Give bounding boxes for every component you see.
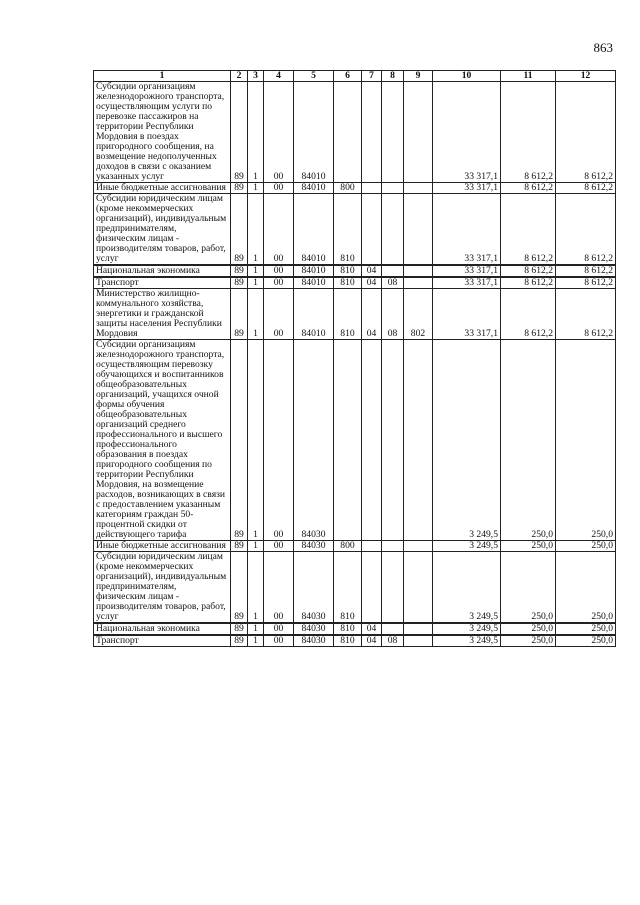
cell-col-3: 1 [248, 552, 264, 624]
cell-col-3: 1 [248, 194, 264, 266]
cell-col-11: 250,0 [501, 541, 556, 552]
cell-col-5: 84030 [294, 623, 334, 635]
cell-col-12: 250,0 [556, 340, 616, 541]
cell-col-12: 8 612,2 [556, 265, 616, 277]
cell-col-6: 810 [334, 635, 362, 647]
cell-col-12: 8 612,2 [556, 183, 616, 194]
cell-col-8: 08 [382, 289, 404, 340]
column-header: 1 [94, 71, 231, 82]
cell-col-8 [382, 265, 404, 277]
cell-col-5: 84010 [294, 183, 334, 194]
cell-col-7: 04 [362, 623, 382, 635]
row-name-cell: Иные бюджетные ассигнования [94, 183, 231, 194]
cell-col-8 [382, 82, 404, 183]
row-name-cell: Субсидии организациям железнодорожного транспорта, осуществляющим перевозку обучающихся и воспитанников общеобразовательных организаций, учащихся очной формы обучения общеобразовательных организаций среднего профессионального и высшего профессионального образования в поездах пригородного сообщения по территории Республики Мордовия, на возмещение расходов, возникающих в связи с предоставлением указанным категориям граждан 50-процентной скидки от действующего тарифа [94, 340, 231, 541]
cell-col-4: 00 [264, 82, 294, 183]
cell-col-6: 810 [334, 194, 362, 266]
cell-col-8 [382, 623, 404, 635]
table-row [94, 552, 616, 624]
cell-col-7: 04 [362, 635, 382, 647]
cell-col-12: 8 612,2 [556, 289, 616, 340]
cell-col-7: 04 [362, 277, 382, 289]
cell-col-6: 810 [334, 265, 362, 277]
cell-col-4: 00 [264, 289, 294, 340]
cell-col-10: 3 249,5 [433, 623, 501, 635]
table-row [94, 194, 616, 266]
row-name-cell: Министерство жилищно-коммунального хозяйства, энергетики и гражданской защиты населения Республики Мордовия [94, 289, 231, 340]
cell-col-11: 8 612,2 [501, 82, 556, 183]
cell-col-5: 84030 [294, 340, 334, 541]
column-header: 3 [248, 71, 264, 82]
cell-col-3: 1 [248, 623, 264, 635]
column-header: 4 [264, 71, 294, 82]
cell-col-6 [334, 82, 362, 183]
cell-col-7: 04 [362, 265, 382, 277]
cell-col-5: 84010 [294, 194, 334, 266]
cell-col-7 [362, 82, 382, 183]
column-header: 9 [404, 71, 433, 82]
cell-col-3: 1 [248, 183, 264, 194]
cell-col-3: 1 [248, 340, 264, 541]
cell-col-3: 1 [248, 265, 264, 277]
cell-col-4: 00 [264, 340, 294, 541]
cell-col-12: 250,0 [556, 541, 616, 552]
table-row [94, 541, 616, 552]
cell-col-10: 33 317,1 [433, 82, 501, 183]
cell-col-7 [362, 194, 382, 266]
cell-col-10: 33 317,1 [433, 265, 501, 277]
table-row [94, 289, 616, 340]
cell-col-2: 89 [231, 623, 248, 635]
cell-col-6: 810 [334, 277, 362, 289]
cell-col-3: 1 [248, 635, 264, 647]
cell-col-11: 250,0 [501, 623, 556, 635]
cell-col-6: 800 [334, 541, 362, 552]
cell-col-10: 33 317,1 [433, 194, 501, 266]
cell-col-10: 3 249,5 [433, 552, 501, 624]
cell-col-3: 1 [248, 277, 264, 289]
cell-col-12: 8 612,2 [556, 194, 616, 266]
cell-col-11: 8 612,2 [501, 277, 556, 289]
table-body [94, 82, 616, 647]
cell-col-2: 89 [231, 277, 248, 289]
cell-col-12: 8 612,2 [556, 82, 616, 183]
cell-col-9 [404, 265, 433, 277]
cell-col-10: 3 249,5 [433, 340, 501, 541]
table-row [94, 82, 616, 183]
cell-col-11: 250,0 [501, 552, 556, 624]
cell-col-4: 00 [264, 623, 294, 635]
cell-col-5: 84030 [294, 552, 334, 624]
column-header: 5 [294, 71, 334, 82]
header-row [94, 71, 616, 82]
table-row [94, 183, 616, 194]
cell-col-2: 89 [231, 265, 248, 277]
cell-col-5: 84010 [294, 265, 334, 277]
cell-col-3: 1 [248, 541, 264, 552]
cell-col-4: 00 [264, 194, 294, 266]
row-name-cell: Транспорт [94, 635, 231, 647]
cell-col-6: 810 [334, 552, 362, 624]
cell-col-7 [362, 552, 382, 624]
cell-col-4: 00 [264, 552, 294, 624]
cell-col-5: 84010 [294, 82, 334, 183]
row-name-cell: Национальная экономика [94, 623, 231, 635]
page-number: 863 [593, 40, 613, 55]
cell-col-3: 1 [248, 82, 264, 183]
budget-table [93, 70, 616, 647]
cell-col-9 [404, 340, 433, 541]
cell-col-10: 3 249,5 [433, 541, 501, 552]
cell-col-2: 89 [231, 194, 248, 266]
cell-col-6: 800 [334, 183, 362, 194]
cell-col-11: 8 612,2 [501, 194, 556, 266]
cell-col-9 [404, 82, 433, 183]
cell-col-7: 04 [362, 289, 382, 340]
table-row [94, 635, 616, 647]
cell-col-2: 89 [231, 183, 248, 194]
cell-col-12: 250,0 [556, 623, 616, 635]
cell-col-12: 250,0 [556, 552, 616, 624]
cell-col-11: 250,0 [501, 340, 556, 541]
cell-col-9 [404, 623, 433, 635]
cell-col-4: 00 [264, 265, 294, 277]
cell-col-8 [382, 541, 404, 552]
cell-col-2: 89 [231, 635, 248, 647]
cell-col-4: 00 [264, 541, 294, 552]
column-header: 12 [556, 71, 616, 82]
cell-col-12: 8 612,2 [556, 277, 616, 289]
cell-col-6: 810 [334, 623, 362, 635]
cell-col-8 [382, 552, 404, 624]
column-header: 2 [231, 71, 248, 82]
cell-col-8 [382, 194, 404, 266]
cell-col-11: 8 612,2 [501, 265, 556, 277]
cell-col-11: 8 612,2 [501, 289, 556, 340]
cell-col-9 [404, 541, 433, 552]
cell-col-2: 89 [231, 289, 248, 340]
cell-col-2: 89 [231, 82, 248, 183]
cell-col-11: 250,0 [501, 635, 556, 647]
cell-col-5: 84030 [294, 541, 334, 552]
column-header: 10 [433, 71, 501, 82]
cell-col-5: 84010 [294, 289, 334, 340]
column-header: 8 [382, 71, 404, 82]
cell-col-5: 84030 [294, 635, 334, 647]
cell-col-9 [404, 552, 433, 624]
row-name-cell: Иные бюджетные ассигнования [94, 541, 231, 552]
cell-col-10: 3 249,5 [433, 635, 501, 647]
cell-col-6: 810 [334, 289, 362, 340]
cell-col-4: 00 [264, 183, 294, 194]
table-row [94, 340, 616, 541]
cell-col-10: 33 317,1 [433, 289, 501, 340]
cell-col-11: 8 612,2 [501, 183, 556, 194]
cell-col-7 [362, 340, 382, 541]
cell-col-6 [334, 340, 362, 541]
cell-col-9 [404, 635, 433, 647]
cell-col-8: 08 [382, 635, 404, 647]
table-row [94, 623, 616, 635]
column-header: 6 [334, 71, 362, 82]
cell-col-10: 33 317,1 [433, 277, 501, 289]
cell-col-4: 00 [264, 277, 294, 289]
row-name-cell: Субсидии юридическим лицам (кроме некоммерческих организаций), индивидуальным предпринимателям, физическим лицам - производителям товаров, работ, услуг [94, 552, 231, 624]
cell-col-7 [362, 541, 382, 552]
cell-col-8 [382, 340, 404, 541]
cell-col-3: 1 [248, 289, 264, 340]
cell-col-9: 802 [404, 289, 433, 340]
table-row [94, 277, 616, 289]
cell-col-7 [362, 183, 382, 194]
row-name-cell: Субсидии организациям железнодорожного транспорта, осуществляющим услуги по перевозке пассажиров на территории Республики Мордовия в поездах пригородного сообщения, на возмещение недополученных доходов в связи с оказанием указанных услуг [94, 82, 231, 183]
column-header: 7 [362, 71, 382, 82]
column-header: 11 [501, 71, 556, 82]
cell-col-2: 89 [231, 541, 248, 552]
cell-col-12: 250,0 [556, 635, 616, 647]
cell-col-9 [404, 183, 433, 194]
cell-col-8 [382, 183, 404, 194]
row-name-cell: Транспорт [94, 277, 231, 289]
cell-col-2: 89 [231, 340, 248, 541]
cell-col-8: 08 [382, 277, 404, 289]
cell-col-5: 84010 [294, 277, 334, 289]
row-name-cell: Национальная экономика [94, 265, 231, 277]
cell-col-9 [404, 194, 433, 266]
row-name-cell: Субсидии юридическим лицам (кроме некоммерческих организаций), индивидуальным предпринимателям, физическим лицам - производителям товаров, работ, услуг [94, 194, 231, 266]
cell-col-9 [404, 277, 433, 289]
cell-col-2: 89 [231, 552, 248, 624]
table-row [94, 265, 616, 277]
cell-col-10: 33 317,1 [433, 183, 501, 194]
cell-col-4: 00 [264, 635, 294, 647]
